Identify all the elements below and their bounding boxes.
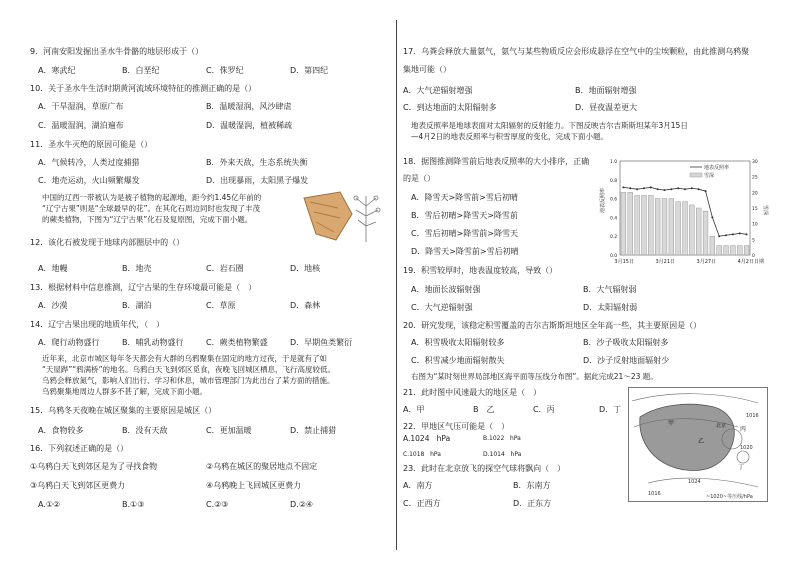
passage-line: “天屋跸”“鸦满桥”的地名。乌鸦白天飞到郊区觅食，夜晚飞回城区栖息，飞行高度较低。 bbox=[42, 365, 336, 374]
q18-stem2: 的是（） bbox=[403, 174, 435, 183]
q16-a: A.①② bbox=[38, 500, 61, 509]
q12-d: D．地核 bbox=[290, 264, 321, 273]
snow-bar bbox=[669, 199, 674, 255]
q19-d: D．太阳辐射弱 bbox=[583, 303, 638, 312]
y2-tick-label: 10 bbox=[752, 222, 758, 228]
q15-b: B．没有天敌 bbox=[122, 426, 168, 435]
q16-b: B.①③ bbox=[122, 500, 145, 509]
q22-a-value: A.1024 bbox=[403, 434, 430, 443]
q20-c: C．积雪减少地面辐射散失 bbox=[411, 356, 505, 365]
q17-stem: 17．乌粪会释放大量氨气，氨气与某些物质反应会形成悬浮在空气中的尘埃颗粒，由此推测乌鸦聚 bbox=[403, 47, 750, 56]
q21-a: A．甲 bbox=[403, 405, 425, 414]
q22-d bbox=[483, 450, 521, 460]
q11-a: A．气候转冷，人类过度捕猎 bbox=[38, 158, 140, 167]
q19-a: A．地面长波辐射强 bbox=[411, 285, 481, 294]
passage-albedo bbox=[411, 120, 688, 142]
q10-a: A．干旱湿润，草原广布 bbox=[38, 102, 124, 111]
q20-d: D．沙子反射地面辐射少 bbox=[583, 356, 670, 365]
isobar-label: 1024 bbox=[688, 479, 701, 485]
q16-stem: 16．下列叙述正确的是（） bbox=[30, 444, 129, 453]
q16-s2: ②乌鸦在城区的聚居地点不固定 bbox=[206, 462, 318, 471]
y2-tick-label: 0 bbox=[752, 254, 755, 259]
q13-b: B．湖泊 bbox=[122, 301, 152, 310]
q12-b: B．地壳 bbox=[122, 264, 152, 273]
q12-c: C．岩石圈 bbox=[206, 264, 244, 273]
y-tick-label: 0.8 bbox=[610, 178, 618, 184]
albedo-point bbox=[650, 186, 652, 188]
q16-c: C.②③ bbox=[206, 500, 229, 509]
y2-tick-label: 5 bbox=[752, 238, 755, 244]
snow-bar bbox=[676, 202, 681, 255]
x-tick-label: 3月15日 bbox=[614, 259, 634, 265]
q11-stem: 11．圣水牛灭绝的原因可能是（） bbox=[30, 140, 153, 149]
q17-c: C．到达地面的太阳辐射多 bbox=[403, 103, 497, 112]
q14-stem: 14．辽宁古果出现的地质年代，（ ） bbox=[30, 320, 165, 329]
q14-a: A．爬行动物盛行 bbox=[38, 338, 100, 347]
q11-d: D．出现暴雨，太阳黑子爆发 bbox=[206, 176, 309, 185]
y-tick-label: 0.0 bbox=[610, 254, 618, 259]
q22-b-value: B.1022 bbox=[483, 435, 505, 442]
albedo-point bbox=[711, 216, 713, 218]
y-tick-label: 0.4 bbox=[610, 216, 618, 222]
snow-bar bbox=[689, 205, 694, 255]
q21-stem: 21．此时图中风速最大的地区是（ ） bbox=[403, 388, 542, 397]
map-label-jia: 甲 bbox=[668, 420, 675, 427]
q23-c: C．正西方 bbox=[403, 499, 441, 508]
isobar-map bbox=[628, 387, 768, 502]
q15-c: C．更加温暖 bbox=[206, 426, 252, 435]
map-label-bing: 丙 bbox=[740, 426, 747, 433]
map-label-beijing: 北京 bbox=[716, 423, 727, 429]
albedo-point bbox=[663, 189, 665, 191]
q15-a: A．食物较多 bbox=[38, 426, 84, 435]
passage-crows bbox=[42, 353, 335, 397]
q12-a: A．地幔 bbox=[38, 264, 68, 273]
passage-line: 乌鸦聚集地周边人群多不甚了解，完成下面小题。 bbox=[42, 387, 207, 396]
q14-c: C．蕨类植物繁盛 bbox=[206, 338, 268, 347]
snow-bar bbox=[655, 199, 660, 255]
q22-d-unit: hPa bbox=[510, 451, 522, 458]
q13-c: C．草原 bbox=[206, 301, 236, 310]
q10-stem: 10．关于圣水牛生活时期黄河流域环境特征的推测正确的是（） bbox=[30, 84, 257, 93]
q14-b: B．哺乳动物盛行 bbox=[122, 338, 184, 347]
q12-stem: 12．该化石被发现于地球内部圈层中的（） bbox=[30, 238, 185, 247]
albedo-point bbox=[705, 190, 707, 192]
passage-line: “辽宁古果”则是“全球最早的花”。在其化石周边同时也发现了丰茂 bbox=[42, 204, 261, 213]
snow-bar bbox=[635, 195, 640, 255]
q11-b: B．外来天敌，生态系统失衡 bbox=[206, 158, 308, 167]
snow-bar bbox=[703, 211, 708, 255]
snow-bar bbox=[717, 246, 722, 255]
q10-d: D．温暖湿润，植被稀疏 bbox=[206, 121, 293, 130]
q16-s4: ④乌鸦晚上飞回城区更费力 bbox=[206, 481, 302, 490]
q23-a: A．南方 bbox=[403, 481, 433, 490]
q20-b: B．沙子吸收太阳辐射多 bbox=[583, 338, 669, 347]
passage-line: 乌鸦会释放氮气，影响人们出行、学习和休息，城市管理部门为此出台了某方面的措施。 bbox=[42, 376, 335, 385]
snow-bar bbox=[696, 208, 701, 255]
isobar-label: 1016 bbox=[746, 413, 759, 419]
q19-c: C．大气逆辐射强 bbox=[411, 303, 473, 312]
x-tick-label: 3月27日 bbox=[696, 259, 717, 265]
albedo-point bbox=[725, 234, 727, 236]
q19-stem: 19．积雪较厚时，地表温度较高，导致（） bbox=[403, 266, 558, 275]
y-tick-label: 0.6 bbox=[610, 197, 618, 203]
albedo-point bbox=[670, 188, 672, 190]
legend-bar bbox=[690, 173, 702, 177]
map-legend: ~1020~等压线/hPa bbox=[706, 494, 753, 500]
q16-s1: ①乌鸦白天飞到郊区是为了寻找食物 bbox=[30, 462, 158, 471]
snow-bar bbox=[744, 246, 749, 255]
q9-stem: 9．河南安阳发掘出圣水牛骨骼的地层形成于（） bbox=[30, 47, 204, 56]
q20-stem: 20．研究发现，该稳定积雪覆盖的吉尔吉斯斯坦地区全年高一些，其主要原因是（） bbox=[403, 321, 702, 330]
y2-tick-label: 25 bbox=[752, 175, 758, 181]
y2-tick-label: 20 bbox=[752, 191, 758, 197]
snow-bar bbox=[730, 246, 735, 255]
snow-bar bbox=[683, 202, 688, 255]
albedo-point bbox=[691, 187, 693, 189]
fossil-image bbox=[300, 188, 385, 246]
passage-line: 的蕨类植物，下图为“辽宁古果”化石及复原图，完成下面小题。 bbox=[42, 215, 253, 224]
albedo-point bbox=[739, 232, 741, 234]
q20-a: A．积雪吸收太阳辐射较多 bbox=[411, 338, 505, 347]
q10-b: B．温暖湿润，风沙肆虐 bbox=[206, 102, 292, 111]
albedo-point bbox=[677, 187, 679, 189]
albedo-point bbox=[698, 188, 700, 190]
passage-line: 近年来，北京市城区每年冬天都会有大群的乌鸦聚集在固定的地方过夜，于是就有了如 bbox=[42, 354, 327, 363]
albedo-point bbox=[746, 233, 748, 235]
q9-b: B．白垩纪 bbox=[122, 66, 160, 75]
q22-b-unit: hPa bbox=[510, 435, 521, 442]
q22-a bbox=[403, 434, 450, 444]
q14-d: D．早期鱼类繁衍 bbox=[290, 338, 353, 347]
q16-s3: ③乌鸦白天飞到郊区更费力 bbox=[30, 481, 126, 490]
legend-albedo: 地表反照率 bbox=[704, 165, 730, 171]
q22-a-unit: hPa bbox=[436, 434, 451, 443]
snow-bar bbox=[628, 192, 633, 255]
q17-a: A．大气逆辐射增强 bbox=[403, 86, 473, 95]
albedo-point bbox=[643, 187, 645, 189]
q22-c bbox=[403, 450, 441, 460]
albedo-chart bbox=[598, 155, 773, 273]
albedo-point bbox=[657, 188, 659, 190]
albedo-point bbox=[629, 187, 631, 189]
q9-c: C．侏罗纪 bbox=[206, 66, 244, 75]
y-axis-label: 地表反照率 bbox=[600, 187, 606, 213]
snow-bar bbox=[737, 246, 742, 255]
albedo-point bbox=[732, 233, 734, 235]
passage-pressure bbox=[411, 371, 658, 382]
x-tick-label: 3月21日 bbox=[655, 259, 676, 265]
q9-d: D．第四纪 bbox=[290, 66, 329, 75]
albedo-point bbox=[636, 188, 638, 190]
y-tick-label: 0.2 bbox=[610, 235, 618, 241]
q10-c: C．温暖湿润，湖泊遍布 bbox=[38, 121, 124, 130]
isobar-label: 1016 bbox=[648, 491, 661, 497]
y-tick-label: 1.0 bbox=[610, 160, 618, 165]
albedo-point bbox=[622, 186, 624, 188]
snow-bar bbox=[648, 195, 653, 255]
x-unit-label: 日期 bbox=[754, 259, 765, 265]
legend-snow: 雪深 bbox=[704, 173, 715, 179]
map-label-ding: 丁 bbox=[738, 464, 745, 471]
snow-bar bbox=[621, 192, 626, 255]
q18-b: B．雪后初晴>降雪天>降雪前 bbox=[411, 211, 518, 220]
q22-b bbox=[483, 434, 521, 444]
q23-stem: 23．此时在北京放飞的探空气球将飘向（ ） bbox=[403, 464, 566, 473]
snow-bar bbox=[662, 199, 667, 255]
y2-tick-label: 15 bbox=[752, 207, 758, 212]
q17-stem2: 集地可能（） bbox=[403, 65, 451, 74]
q13-d: D．森林 bbox=[290, 301, 321, 310]
albedo-point bbox=[718, 235, 720, 237]
albedo-point bbox=[684, 188, 686, 190]
q21-b: B 乙 bbox=[473, 405, 495, 414]
q22-d-value: D.1014 bbox=[483, 451, 505, 458]
q15-stem: 15．乌鸦冬天夜晚在城区聚集的主要原因是城区（） bbox=[30, 406, 217, 415]
q21-c: C．丙 bbox=[533, 405, 555, 414]
passage-line: 右图为“某时刻世界局部地区海平面等压线分布图”。据此完成21～23 题。 bbox=[411, 372, 658, 381]
q18-stem: 18．据图推测降雪前后地表反照率的大小排序，正确 bbox=[403, 157, 590, 166]
snow-bar bbox=[642, 195, 647, 255]
q22-c-value: C.1018 bbox=[403, 451, 425, 458]
q22-c-unit: hPa bbox=[430, 451, 441, 458]
q17-d: D．昼夜温差更大 bbox=[575, 103, 638, 112]
map-label-yi: 乙 bbox=[698, 438, 705, 445]
q18-c: C．雪后初晴>降雪前>降雪天 bbox=[411, 229, 518, 238]
q13-a: A．沙漠 bbox=[38, 301, 68, 310]
q19-b: B．大气辐射弱 bbox=[583, 285, 637, 294]
passage-fossil bbox=[42, 192, 261, 225]
x-tick-label: 4月2日 bbox=[737, 259, 754, 265]
y2-axis-label: 雪深 bbox=[762, 205, 768, 216]
snow-bar bbox=[710, 236, 715, 255]
passage-line: —4月2日的地表反照率与积雪厚度的变化，完成下面小题。 bbox=[411, 132, 609, 141]
q21-d: D．丁 bbox=[599, 405, 622, 414]
q13-stem: 13．根据材料中信息推测，辽宁古果的生存环境最可能是（ ） bbox=[30, 283, 257, 292]
q17-b: B．地面辐射增强 bbox=[575, 86, 637, 95]
q11-c: C．地壳运动，火山频繁爆发 bbox=[38, 176, 140, 185]
column-divider bbox=[396, 20, 397, 550]
q23-b: B．东南方 bbox=[513, 481, 551, 490]
passage-line: 中国的辽西一带被认为是被子植物的起源地，距今约1.45亿年前的 bbox=[42, 193, 262, 202]
q18-a: A．降雪天>降雪前>雪后初晴 bbox=[411, 193, 518, 202]
q23-d: D．正东方 bbox=[513, 499, 552, 508]
q22-stem: 22．甲地区气压可能是（ ） bbox=[403, 422, 510, 431]
snow-bar bbox=[724, 246, 729, 255]
q9-a: A．寒武纪 bbox=[38, 66, 76, 75]
y2-tick-label: 30 bbox=[752, 160, 758, 165]
isobar-label: 1020 bbox=[740, 445, 753, 451]
q18-d: D．降雪天>降雪前>雪后初晴 bbox=[411, 247, 519, 256]
q15-d: D．禁止捕猎 bbox=[290, 426, 337, 435]
passage-line: 地表反照率是地球表面对太阳辐射的反射能力。下图反映吉尔吉斯斯坦某年3月15日 bbox=[411, 121, 688, 130]
q16-d: D.②④ bbox=[290, 500, 314, 509]
